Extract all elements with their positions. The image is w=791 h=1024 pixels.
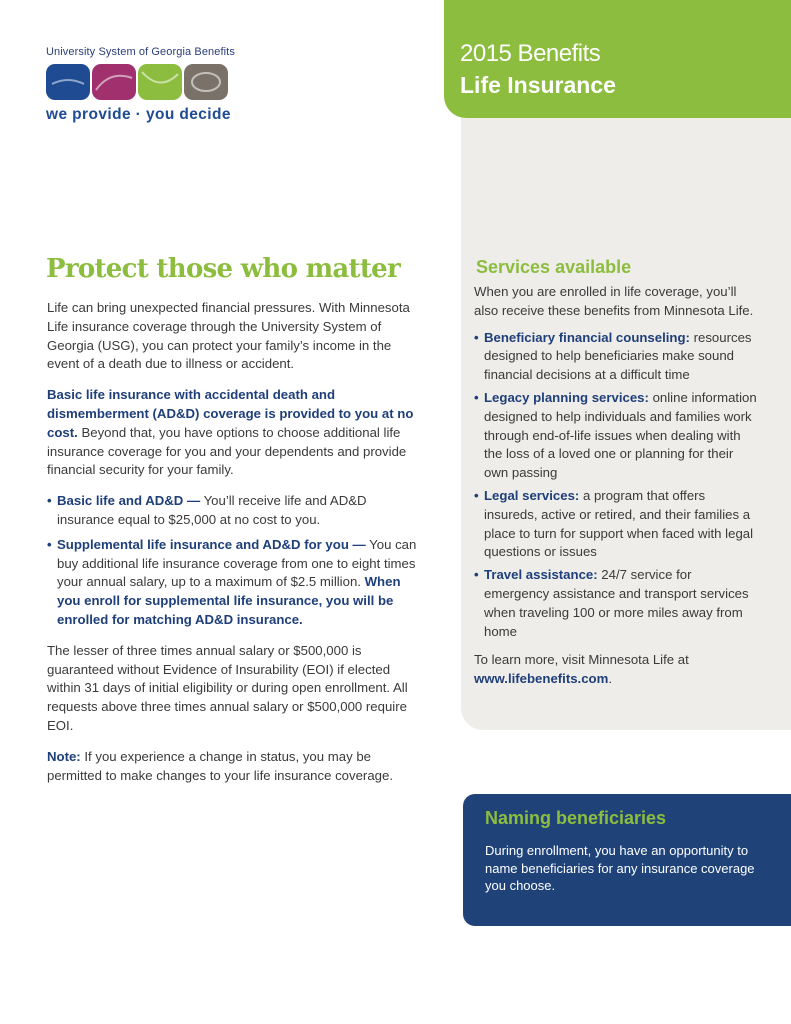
service-lead: Legal services: bbox=[484, 487, 580, 503]
note-text: If you experience a change in status, you may be permitted to make changes to your life insurance coverage. bbox=[47, 748, 393, 783]
service-lead: Beneficiary financial counseling: bbox=[484, 329, 690, 345]
services-content bbox=[474, 283, 764, 697]
bullet-icon: • bbox=[47, 493, 52, 509]
bullet-lead: Basic life and AD&D — bbox=[57, 493, 201, 509]
bullet-icon: • bbox=[474, 487, 479, 503]
basic-coverage-bold: Basic life insurance with accidental death and dismemberment (AD&D) coverage is provided to you at no cost. bbox=[47, 387, 414, 440]
service-lead: Legacy planning services: bbox=[484, 389, 649, 405]
benefits-header bbox=[444, 0, 791, 118]
service-text: a program that offers insureds, active or retired, and their families a place to turn for support when faced with legal questions or issues bbox=[484, 487, 754, 560]
main-content bbox=[47, 299, 417, 797]
coverage-bullet bbox=[47, 492, 417, 530]
service-lead: Travel assistance: bbox=[484, 567, 598, 583]
coverage-bullet bbox=[47, 536, 417, 630]
service-item bbox=[474, 389, 764, 483]
learn-more-text: To learn more, visit Minnesota Life at bbox=[474, 652, 689, 668]
bullet-icon: • bbox=[474, 389, 479, 405]
note-paragraph bbox=[47, 748, 417, 786]
logo-mark-icon bbox=[46, 64, 228, 100]
service-text: 24/7 service for emergency assistance and transport services when traveling 100 or more miles away from home bbox=[484, 567, 749, 639]
page-title: Protect those who matter bbox=[46, 254, 401, 284]
eoi-paragraph: The lesser of three times annual salary or $500,000 is guaranteed without Evidence of Insurability (EOI) if elected within 31 days of initial eligibility or during open enrollment. All requests above three times annual salary or $500,000 require EOI. bbox=[47, 642, 408, 733]
link-suffix: . bbox=[608, 671, 613, 687]
beneficiaries-title: Naming beneficiaries bbox=[485, 808, 667, 828]
bullet-icon: • bbox=[474, 567, 479, 583]
service-item bbox=[474, 329, 764, 385]
lifebenefits-link[interactable]: www.lifebenefits.com bbox=[474, 671, 609, 687]
learn-more bbox=[474, 651, 764, 689]
basic-coverage-paragraph bbox=[47, 386, 417, 480]
basic-coverage-rest: Beyond that, you have options to choose additional life insurance coverage for you and your dependents and provide financial security for your family. bbox=[47, 424, 407, 478]
service-item bbox=[474, 487, 764, 562]
bullet-icon: • bbox=[474, 329, 479, 345]
logo-tagline: we provide · you decide bbox=[46, 106, 231, 123]
service-text: online information designed to help individuals and families work through end-of-life issues when dealing with the loss of a loved one or planning for their own passing bbox=[484, 389, 757, 481]
services-intro: When you are enrolled in life coverage, you’ll also receive these benefits from Minnesota Life. bbox=[474, 284, 754, 318]
header-title: Life Insurance bbox=[460, 72, 616, 98]
bullet-tail: When you enroll for supplemental life insurance, you will be enrolled for matching AD&D insurance. bbox=[57, 574, 401, 627]
header-year-label: 2015 Benefits bbox=[460, 40, 601, 67]
service-text: resources designed to help beneficiaries make sound financial decisions at a difficult time bbox=[484, 329, 752, 383]
bullet-text: You’ll receive life and AD&D insurance equal to $25,000 at no cost to you. bbox=[57, 493, 367, 527]
beneficiaries-text: During enrollment, you have an opportunity to name beneficiaries for any insurance coverage you choose. bbox=[485, 843, 755, 893]
note-label: Note: bbox=[47, 748, 81, 764]
beneficiaries-box bbox=[463, 794, 791, 926]
bullet-text: You can buy additional life insurance coverage from one to eight times your annual salary, up to a maximum of $2.5 million. bbox=[57, 536, 417, 590]
bullet-icon: • bbox=[47, 536, 52, 552]
intro-paragraph: Life can bring unexpected financial pressures. With Minnesota Life insurance coverage through the University System of Georgia (USG), you can protect your family’s income in the event of a death due to illness or accident. bbox=[47, 300, 410, 372]
services-title: Services available bbox=[476, 257, 632, 277]
bullet-lead: Supplemental life insurance and AD&D for you — bbox=[57, 536, 366, 552]
service-item bbox=[474, 566, 764, 641]
logo-org-name: University System of Georgia Benefits bbox=[46, 46, 235, 58]
usg-benefits-logo bbox=[46, 46, 236, 124]
